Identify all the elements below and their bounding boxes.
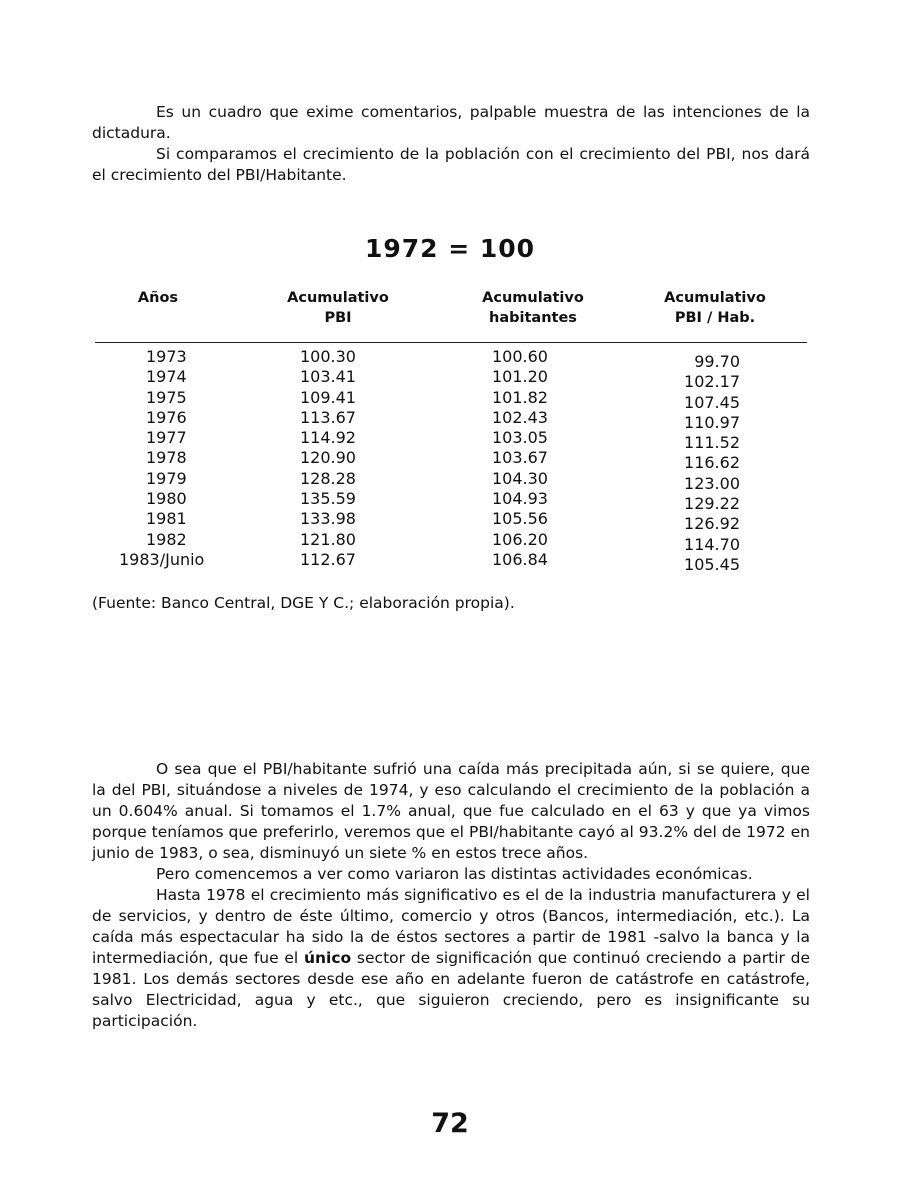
cell-pbi-per-hab: 129.22 — [684, 494, 740, 514]
header-pbi-line2: PBI — [324, 310, 352, 326]
cell-pbi: 133.98 — [300, 509, 356, 529]
cell-pbi-per-hab: 123.00 — [684, 473, 740, 493]
cell-pbi-per-hab: 107.45 — [684, 392, 740, 412]
cell-pbi: 120.90 — [300, 448, 356, 468]
body-paragraph-3-bold: único — [303, 949, 352, 967]
page-number: 72 — [431, 1108, 469, 1139]
cell-year: 1977 — [146, 428, 187, 448]
cell-pbi: 121.80 — [300, 529, 356, 549]
header-years — [118, 288, 198, 308]
cell-habitants: 105.56 — [492, 509, 548, 529]
cell-pbi: 100.30 — [300, 347, 356, 366]
column-pbi-per-hab — [670, 352, 740, 575]
cell-pbi-per-hab: 116.62 — [684, 453, 740, 473]
header-hab-line1: Acumulativo — [482, 290, 584, 306]
cell-year: 1973 — [146, 347, 187, 366]
cell-pbi: 113.67 — [300, 407, 356, 427]
cell-pbi-per-hab: 105.45 — [684, 554, 740, 574]
header-cumulative-inhabitants — [458, 288, 608, 328]
cell-habitants: 106.84 — [492, 549, 548, 569]
cell-pbi-per-hab: 102.17 — [684, 372, 740, 392]
cell-year: 1976 — [146, 407, 187, 427]
column-years — [119, 347, 229, 570]
cell-pbi-per-hab: 110.97 — [684, 412, 740, 432]
column-pbi — [300, 347, 370, 570]
cell-pbi-per-hab: 99.70 — [694, 352, 740, 371]
cell-year: 1983/Junio — [119, 549, 205, 569]
source-note: (Fuente: Banco Central, DGE Y C.; elaboración propia). — [92, 594, 515, 612]
body-paragraph-1: O sea que el PBI/habitante sufrió una caída más precipitada aún, si se quiere, que la del PBI, situándose a niveles de 1974, y eso calculando el crecimiento de la población a un 0.604% anual. Si tomamos el 1.7% anual, que fue calculado en el 63 y que ya vimos porque teníamos que preferirlo, veremos que el PBI/habitante cayó al 93.2% del de 1972 en junio de 1983, o sea, disminuyó un siete % en estos trece años. — [92, 760, 810, 862]
cell-year: 1978 — [146, 448, 187, 468]
cell-habitants: 104.30 — [492, 468, 548, 488]
header-pbihab-line2: PBI / Hab. — [674, 310, 756, 326]
cell-year: 1982 — [146, 529, 187, 549]
cell-year: 1974 — [146, 367, 187, 387]
intro-text — [92, 102, 810, 186]
body-paragraph-2: Pero comencemos a ver como variaron las distintas actividades económicas. — [156, 865, 753, 883]
table-header-rule — [95, 342, 807, 343]
cell-year: 1981 — [146, 509, 187, 529]
header-cumulative-pbi-per-hab — [640, 288, 790, 328]
cell-pbi: 103.41 — [300, 367, 356, 387]
cell-habitants: 101.82 — [492, 387, 548, 407]
cell-year: 1980 — [146, 489, 187, 509]
table-scale-title: 1972 = 100 — [364, 234, 536, 263]
cell-habitants: 103.67 — [492, 448, 548, 468]
body-paragraph-3-end: sector de significación que continuó creciendo a partir de 1981. Los demás sectores desde ese año en adelante fueron de catástrofe en catástrofe, salvo Electricidad, agua y etc., que siguieron creciendo, pero es insignificante su participación. — [92, 949, 810, 1030]
column-habitants — [492, 347, 562, 570]
cell-pbi-per-hab: 111.52 — [684, 433, 740, 453]
header-years-label: Años — [137, 290, 179, 306]
cell-habitants: 104.93 — [492, 489, 548, 509]
header-pbihab-line1: Acumulativo — [664, 290, 766, 306]
cell-pbi: 109.41 — [300, 387, 356, 407]
cell-habitants: 106.20 — [492, 529, 548, 549]
cell-pbi: 112.67 — [300, 549, 356, 569]
cell-year: 1979 — [146, 468, 187, 488]
intro-paragraph-2: Si comparamos el crecimiento de la población con el crecimiento del PBI, nos dará el crecimiento del PBI/Habitante. — [92, 145, 810, 184]
cell-habitants: 100.60 — [492, 347, 548, 366]
header-cumulative-pbi — [268, 288, 408, 328]
cell-habitants: 102.43 — [492, 407, 548, 427]
cell-pbi: 128.28 — [300, 468, 356, 488]
cell-habitants: 101.20 — [492, 367, 548, 387]
cell-year: 1975 — [146, 387, 187, 407]
cell-pbi-per-hab: 114.70 — [684, 534, 740, 554]
cell-pbi: 135.59 — [300, 489, 356, 509]
header-pbi-line1: Acumulativo — [287, 290, 389, 306]
header-hab-line2: habitantes — [489, 310, 577, 326]
intro-paragraph-1: Es un cuadro que exime comentarios, palpable muestra de las intenciones de la dictadura. — [92, 103, 810, 142]
cell-pbi-per-hab: 126.92 — [684, 514, 740, 534]
cell-habitants: 103.05 — [492, 428, 548, 448]
cell-pbi: 114.92 — [300, 428, 356, 448]
body-text — [92, 759, 810, 1032]
body-paragraph-3 — [92, 885, 810, 1032]
body-paragraph-3-start: Hasta 1978 el crecimiento más significativo es el de la industria manufacturera y el de servicios, y dentro de éste último, comercio y otros (Bancos, intermediación, etc.). La caída más espectacular ha sido la de éstos sectores a partir de 1981 -salvo la banca y la intermediación, que fue el — [92, 886, 810, 967]
